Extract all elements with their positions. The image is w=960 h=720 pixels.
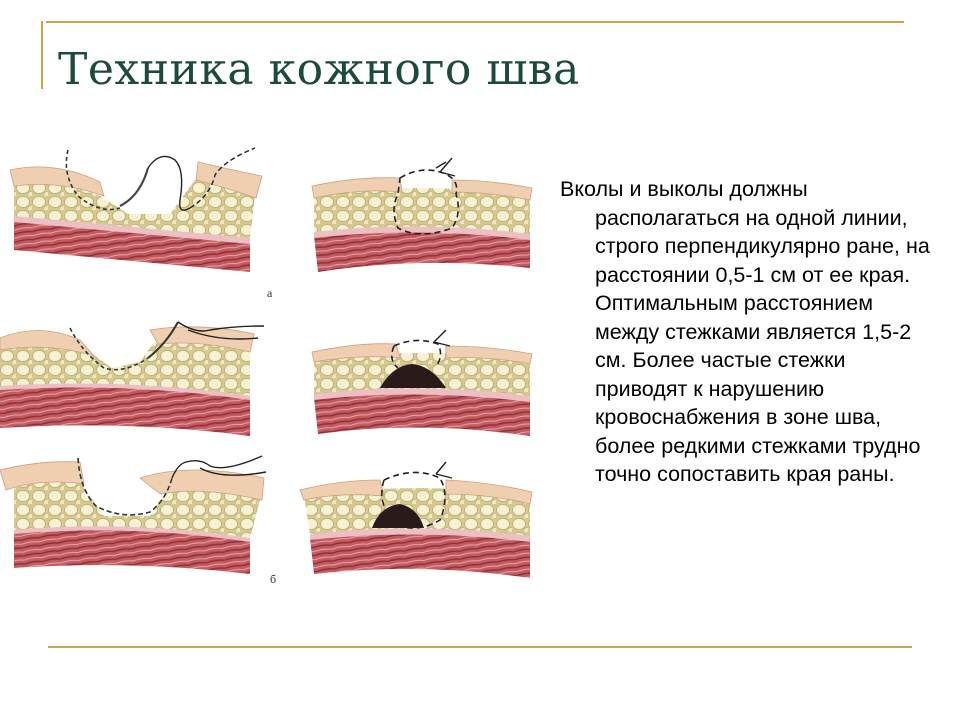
panel-2-left — [0, 322, 264, 436]
panel-3-right — [300, 462, 532, 578]
panel-1-right — [312, 158, 532, 272]
skin-suture-illustration — [0, 130, 540, 600]
figure-label-a: а — [267, 286, 273, 300]
panel-3-left — [0, 456, 266, 574]
figure-label-b: б — [270, 572, 277, 586]
panel-1-left — [10, 148, 262, 272]
panel-2-right — [312, 330, 532, 436]
body-paragraph: Вколы и выколы должны располагаться на одной линии, строго перпендикулярно ране, на расстоянии 0,5-1 см от ее края. Оптимальным расстоянием между стежками является 1,5-2 см. Более частые стежки приводят к нарушению кровоснабжения в зоне шва, более редкими стежками трудно точно сопоставить края раны. — [560, 177, 930, 486]
frame-top-line — [46, 21, 904, 23]
frame-bottom-line — [48, 646, 912, 648]
frame-left-line — [41, 21, 43, 89]
body-text-block — [560, 175, 940, 489]
slide-title: Техника кожного шва — [58, 44, 580, 95]
